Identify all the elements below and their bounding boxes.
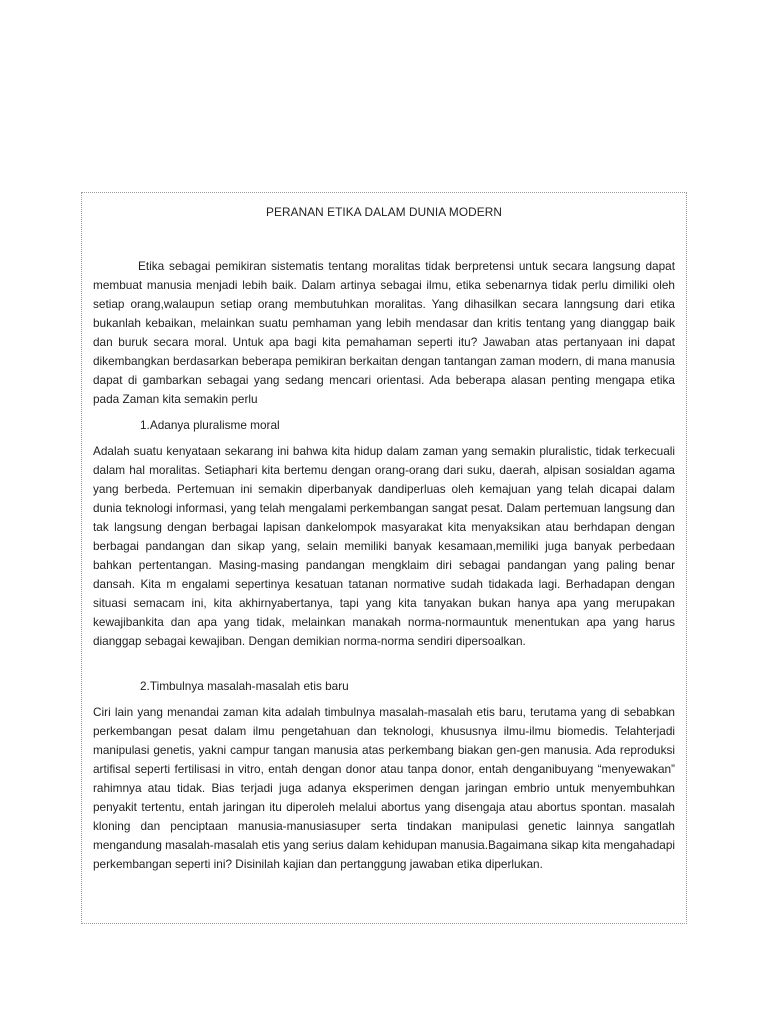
- section-2-heading: 2.Timbulnya masalah-masalah etis baru: [140, 679, 349, 693]
- section-1-paragraph: Adalah suatu kenyataan sekarang ini bahwa kita hidup dalam zaman yang semakin pluralistic, tidak terkecuali dalam hal moralitas. Setiaphari kita bertemu dengan orang-orang dari suku, daerah, alpisan sosialdan agama yang berbeda. Pertemuan ini semakin diperbanyak dandiperluas oleh kemajuan yang telah dicapai dalam dunia teknologi informasi, yang telah mengalami perkembangan sangat pesat. Dalam pertemuan langsung dan tak langsung dengan berbagai lapisan dankelompok masyarakat kita menyaksikan atau berhdapan dengan berbagai pandangan dan sikap yang, selain memiliki banyak kesamaan,memiliki juga banyak perbedaan bahkan pertentangan. Masing-masing pandangan mengklaim diri sebagai pandangan yang paling benar dansah. Kita m engalami sepertinya kesatuan tatanan normative sudah tidakada lagi. Berhadapan dengan situasi semacam ini, kita akhirnyabertanya, tapi yang kita tanyakan bukan hanya apa yang merupakan kewajibankita dan apa yang tidak, melainkan manakah norma-normauntuk menentukan apa yang harus dianggap sebagai kewajiban. Dengan demikian norma-norma sendiri dipersoalkan.: [93, 444, 675, 648]
- section-1-heading: 1.Adanya pluralisme moral: [140, 418, 280, 432]
- document-frame: [81, 192, 687, 924]
- section-2-paragraph: Ciri lain yang menandai zaman kita adalah timbulnya masalah-masalah etis baru, terutama yang di sebabkan perkembangan pesat dalam ilmu pengetahuan dan teknologi, khususnya ilmu-ilmu biomedis. Telahterjadi manipulasi genetis, yakni campur tangan manusia atas perkembang biakan gen-gen manusia. Ada reproduksi artifisal seperti fertilisasi in vitro, entah dengan donor atau tanpa donor, entah denganibuyang “menyewakan” rahimnya atau tidak. Bias terjadi juga adanya eksperimen dengan jaringan embrio untuk menyembuhkan penyakit tertentu, entah jaringan itu diperoleh melalui abortus yang disengaja atau abortus spontan. masalah kloning dan penciptaan manusia-manusiasuper serta tindakan manipulasi genetic lainnya sangatlah mengandung masalah-masalah etis yang serius dalam kehidupan manusia.Bagaimana sikap kita mengahadapi perkembangan seperti ini? Disinilah kajian dan pertanggung jawaban etika diperlukan.: [93, 705, 675, 871]
- intro-paragraph: Etika sebagai pemikiran sistematis tentang moralitas tidak berpretensi untuk secara langsung dapat membuat manusia menjadi lebih baik. Dalam artinya sebagai ilmu, etika sebenarnya tidak perlu dimiliki oleh setiap orang,walaupun setiap orang membutuhkan moralitas. Yang dihasilkan secara lanngsung dari etika bukanlah kebaikan, melainkan suatu pemhaman yang lebih mendasar dan kritis tentang yang dianggap baik dan buruk secara moral. Untuk apa bagi kita pemahaman seperti itu? Jawaban atas pertanyaan ini dapat dikembangkan berdasarkan beberapa pemikiran berkaitan dengan tantangan zaman modern, di mana manusia dapat di gambarkan sebagai yang sedang mencari orientasi. Ada beberapa alasan penting mengapa etika pada Zaman kita semakin perlu: [93, 259, 675, 406]
- document-title: PERANAN ETIKA DALAM DUNIA MODERN: [266, 205, 502, 219]
